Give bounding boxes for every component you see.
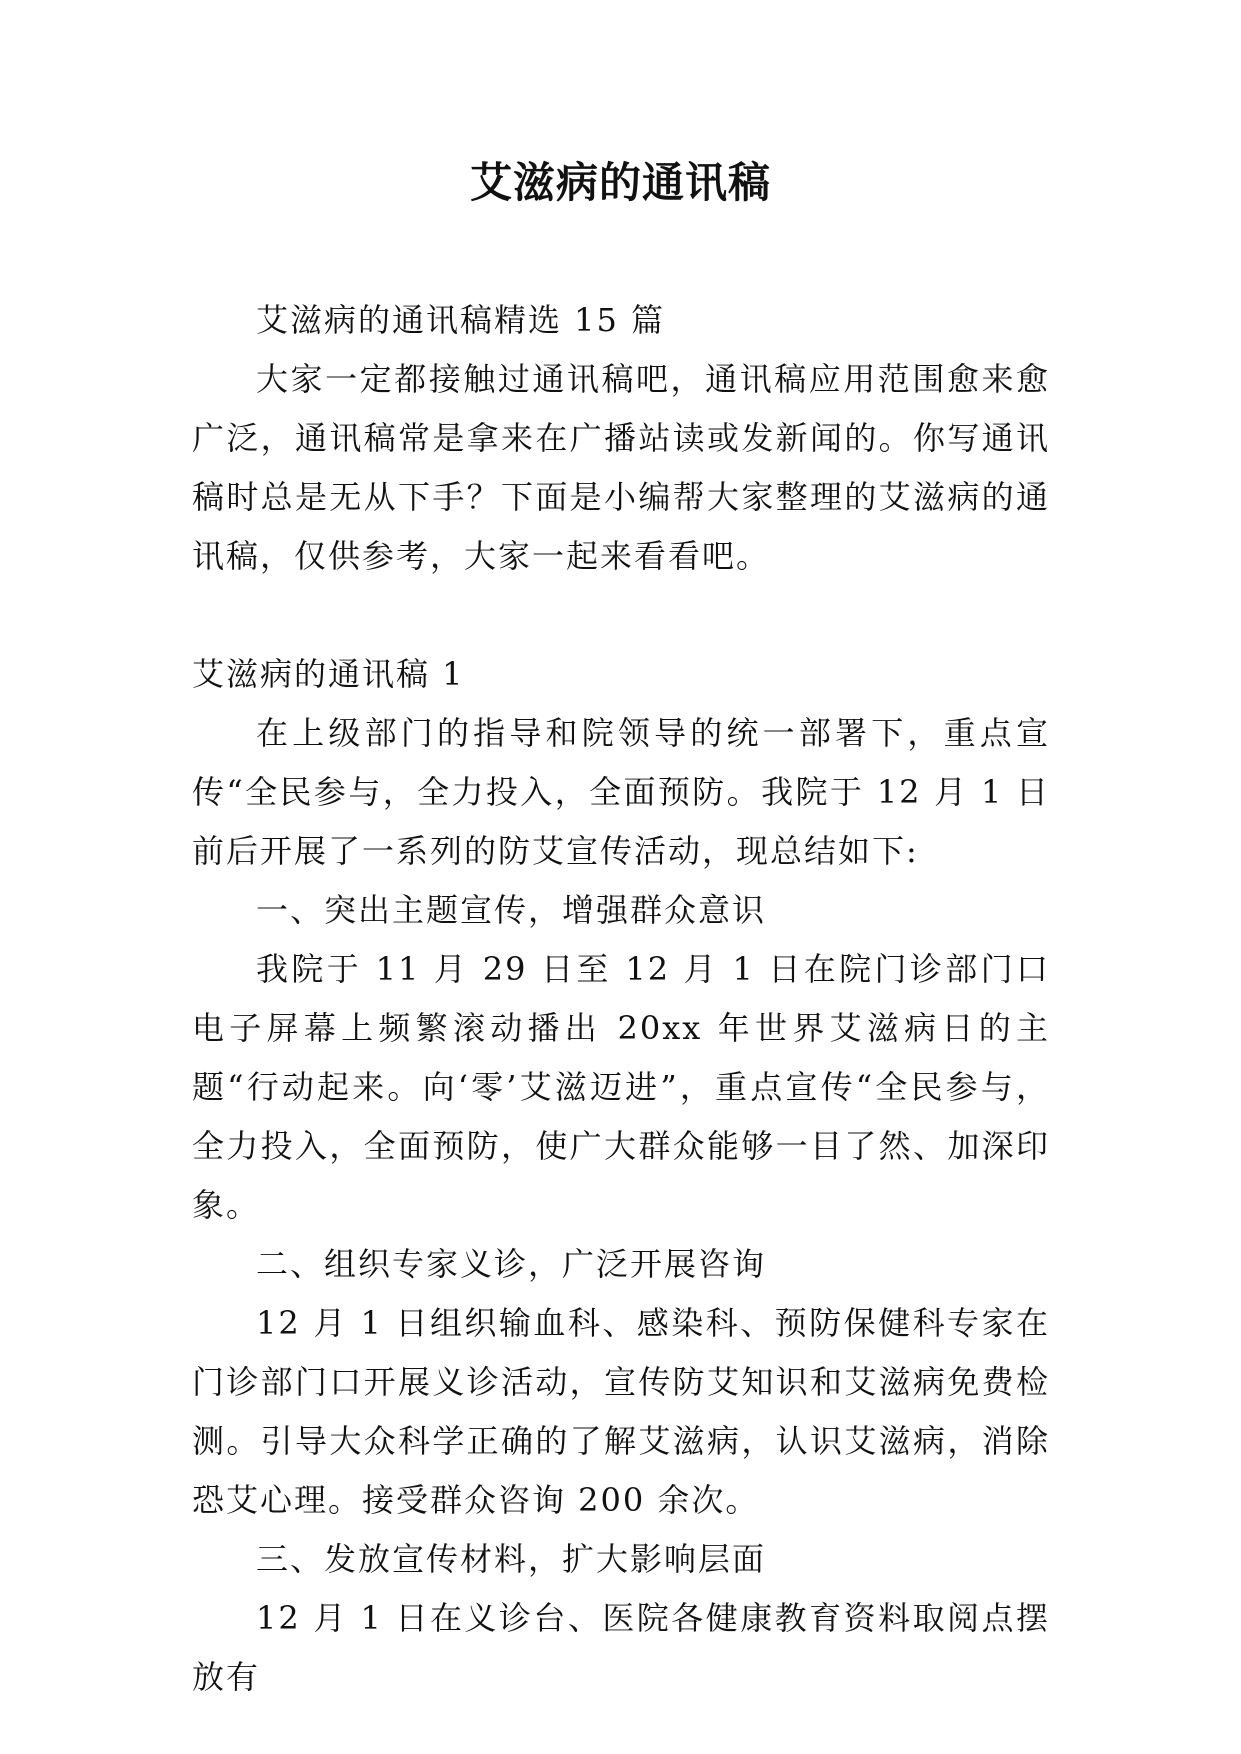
document-body bbox=[192, 291, 1050, 1707]
document-title: 艾滋病的通讯稿 bbox=[469, 158, 771, 207]
body-paragraph-4: 12 月 1 日在义诊台、医院各健康教育资料取阅点摆放有 bbox=[192, 1599, 1050, 1696]
body-paragraph-1: 在上级部门的指导和院领导的统一部署下，重点宣传“全民参与，全力投入，全面预防。我院于 12 月 1 日前后开展了一系列的防艾宣传活动，现总结如下: bbox=[192, 714, 1050, 870]
subtitle-paragraph: 艾滋病的通讯稿精选 15 篇 bbox=[256, 301, 666, 339]
section-heading: 艾滋病的通讯稿 1 bbox=[192, 655, 465, 693]
heading-two: 二、组织专家义诊，广泛开展咨询 bbox=[256, 1245, 767, 1283]
body-paragraph-3: 12 月 1 日组织输血科、感染科、预防保健科专家在门诊部门口开展义诊活动，宣传防艾知识和艾滋病免费检测。引导大众科学正确的了解艾滋病，认识艾滋病，消除恐艾心理。接受群众咨询 200 余次。 bbox=[192, 1304, 1050, 1519]
body-paragraph-2: 我院于 11 月 29 日至 12 月 1 日在院门诊部门口电子屏幕上频繁滚动播出 20xx 年世界艾滋病日的主题“行动起来。向‘零’艾滋迈进”，重点宣传“全民参与，全力投入，全面预防，使广大群众能够一目了然、加深印象。 bbox=[192, 950, 1050, 1224]
heading-one: 一、突出主题宣传，增强群众意识 bbox=[256, 891, 767, 929]
heading-three: 三、发放宣传材料，扩大影响层面 bbox=[256, 1540, 767, 1578]
paragraph-spacer bbox=[192, 586, 1050, 645]
intro-paragraph: 大家一定都接触过通讯稿吧，通讯稿应用范围愈来愈广泛，通讯稿常是拿来在广播站读或发新闻的。你写通讯稿时总是无从下手？下面是小编帮大家整理的艾滋病的通讯稿，仅供参考，大家一起来看看吧。 bbox=[192, 360, 1050, 575]
